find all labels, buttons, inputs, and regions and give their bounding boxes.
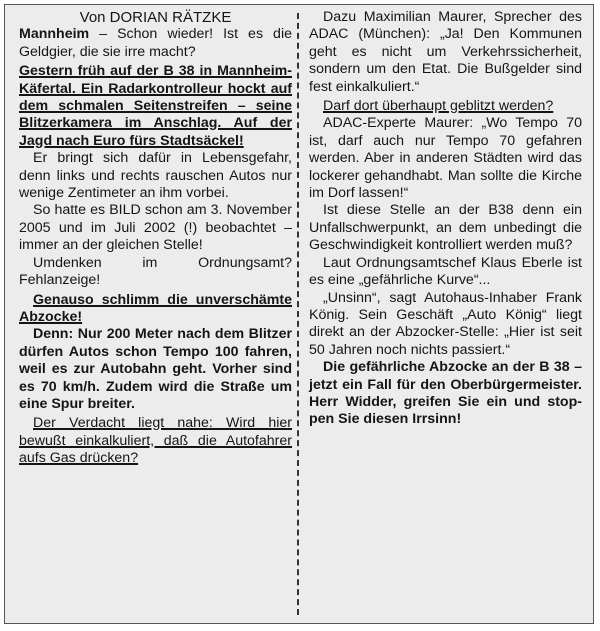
paragraph-text: Darf dort überhaupt geblitzt werden? xyxy=(323,98,554,115)
paragraph-text: Gestern früh auf der B 38 in Mannheim-Käfertal. Ein Radarkontrolleur hockt auf dem schmalen Seitenstreifen – seine Blitzerkamera im Anschlag. Auf der Jagd nach Euro fürs Stadtsäckel! xyxy=(19,63,292,149)
paragraph-text: Die gefährliche Abzocke an der B 38 – jetzt ein Fall für den Oberbürgermeister. Herr Widder, greifen Sie ein und stoppen Sie diesen Irrsinn! xyxy=(309,359,582,428)
paragraph-p-lebensgefahr xyxy=(19,150,292,202)
paragraph-text: Ist diese Stelle an der B38 denn ein Unfallschwerpunkt, an dem unbedingt die Geschwindigkeit kontrolliert werden muß? xyxy=(309,202,582,254)
paragraph-text: Genauso schlimm die unverschämte Abzocke! xyxy=(19,291,292,325)
paragraph-text: Dazu Maximilian Maurer, Sprecher des ADAC (München): „Ja! Den Kommunen geht es nicht um Verkehrssicherheit, sondern um den Etat. Die Bußgelder sind fest einkalkuliert.“ xyxy=(309,9,582,95)
right-paragraphs xyxy=(309,9,582,429)
paragraph-lead-underlined xyxy=(19,63,292,150)
paragraph-text: Der Verdacht liegt nahe: Wird hier bewußt einkalkuliert, daß die Autofahrer aufs Gas drücken? xyxy=(19,415,292,467)
right-column xyxy=(309,9,582,429)
paragraph-text: Mannheim xyxy=(19,26,90,43)
paragraph-intro xyxy=(19,26,292,61)
paragraph-text: Laut Ordnungsamtschef Klaus Eberle ist es eine „gefährliche Kurve“... xyxy=(309,254,582,289)
paragraph-p-final xyxy=(309,359,582,429)
paragraph-text: ADAC-Experte Maurer: „Wo Tempo 70 ist, darf auch nur Tempo 70 gefahren werden. Aber in anderen Städten wird das lockerer gehandhabt. Man sollte die Kirche im Dorf lassen!“ xyxy=(309,115,582,202)
paragraph-text: So hatte es BILD schon am 3. November 2005 und im Juli 2002 (!) beobachtet – immer an der gleichen Stelle! xyxy=(19,202,292,254)
left-column xyxy=(19,9,292,468)
paragraph-p-maurer xyxy=(309,9,582,96)
paragraph-text: Er bringt sich dafür in Lebensgefahr, denn links und rechts rauschen Autos nur wenige Zentimeter an ihm vorbei. xyxy=(19,150,292,202)
newspaper-clipping xyxy=(4,4,594,624)
paragraph-p-koenig xyxy=(309,290,582,360)
paragraph-text: „Unsinn“, sagt Autohaus-Inhaber Frank König. Sein Geschäft „Auto König“ liegt direkt an der Abzocker-Stelle: „Hier ist seit 50 Jahren noch nichts passiert.“ xyxy=(309,289,582,358)
paragraph-text: Umdenken im Ordnungsamt? Fehlanzeige! xyxy=(19,254,292,289)
column-divider xyxy=(297,13,299,615)
byline: Von DORIAN RÄTZKE xyxy=(79,9,232,26)
paragraph-p-blitzer xyxy=(19,326,292,413)
left-paragraphs xyxy=(19,26,292,467)
paragraph-p-bild xyxy=(19,202,292,254)
paragraph-subhead-verdacht xyxy=(19,415,292,467)
paragraph-p-unfall xyxy=(309,202,582,254)
paragraph-text: – Schon wieder! Ist es die Geldgier, die sie irre macht? xyxy=(19,26,292,60)
paragraph-p-umdenken xyxy=(19,255,292,290)
paragraph-subhead-darf xyxy=(309,98,582,115)
paragraph-p-eberle xyxy=(309,255,582,290)
paragraph-text: Denn: Nur 200 Meter nach dem Blitzer dürfen Autos schon Tempo 100 fahren, weil es zur Autobahn geht. Vorher sind es 70 km/h. Zudem wird die Straße um eine Spur breiter. xyxy=(19,326,292,412)
paragraph-p-experte xyxy=(309,115,582,202)
paragraph-subhead-abzocke xyxy=(19,292,292,327)
